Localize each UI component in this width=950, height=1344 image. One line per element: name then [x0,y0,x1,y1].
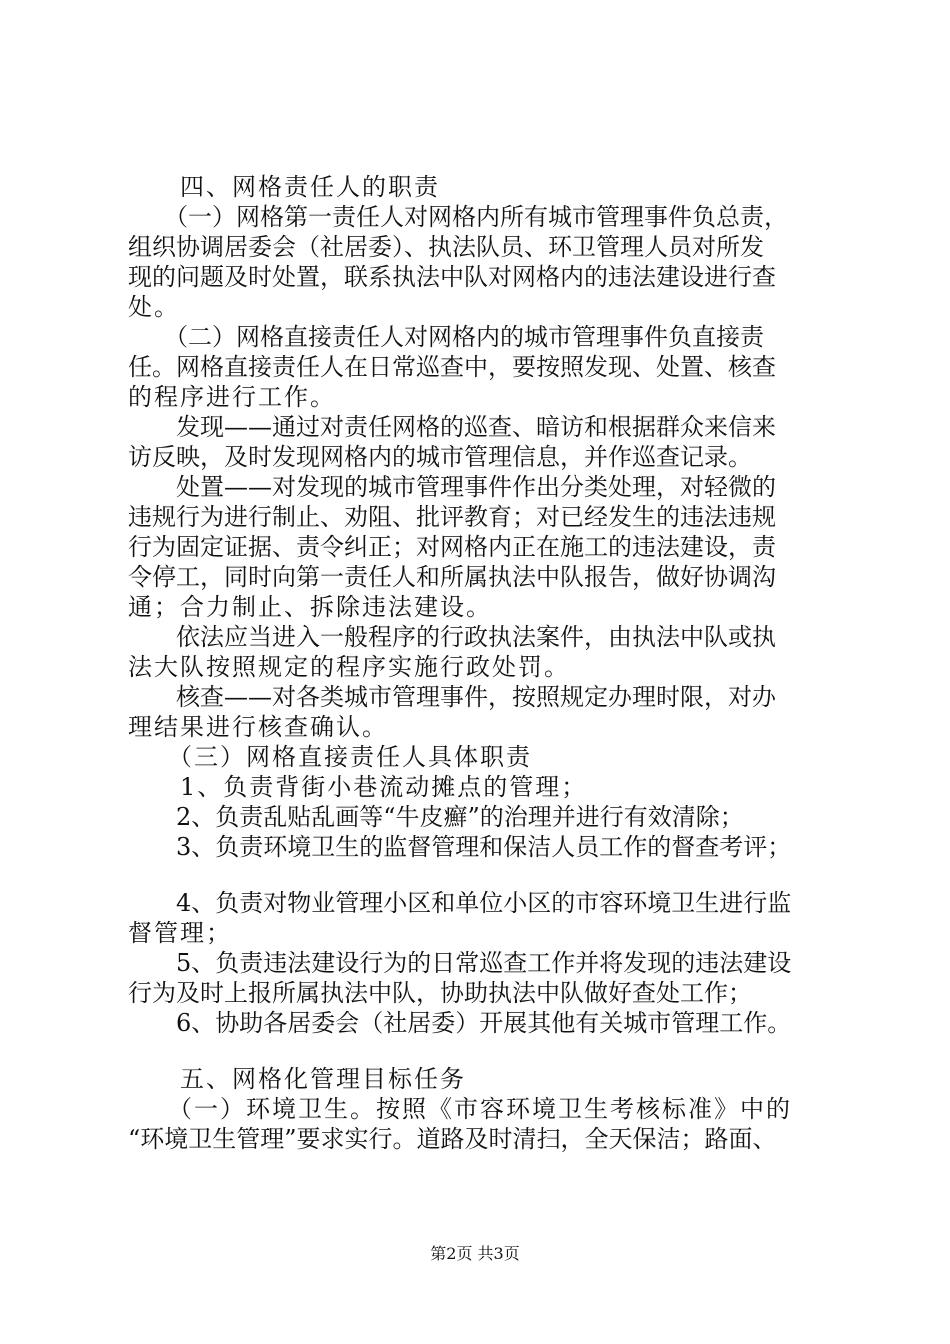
paragraph-block-duties [128,172,838,862]
text-line: 2、负责乱贴乱画等“牛皮癬”的治理并进行有效清除； [128,803,744,831]
text-line: 法大队按照规定的程序实施行政处罚。 [128,653,570,681]
spacer [128,862,838,888]
paragraph-block-duties-cont [128,888,838,1038]
text-line: 组织协调居委会（社居委）、执法队员、环卫管理人员对所发 [128,233,764,261]
text-line: （一）网格第一责任人对网格内所有城市管理事件负总责， [128,203,788,231]
text-line: 现的问题及时处置，联系执法中队对网格内的违法建设进行查 [128,263,776,291]
text-line: 6、协助各居委会（社居委）开展其他有关城市管理工作。 [128,1009,792,1037]
text-line: 令停工，同时向第一责任人和所属执法中队报告，做好协调沟 [128,563,776,591]
text-line: 处置——对发现的城市管理事件作出分类处理，对轻微的 [128,473,776,501]
text-line: 五、网格化管理目标任务 [128,1065,466,1093]
text-line: 行为及时上报所属执法中队，协助执法中队做好查处工作； [128,979,752,1007]
text-line: 处。 [128,293,180,321]
text-line: 通；合力制止、拆除违法建设。 [128,593,492,621]
page-footer: 第2页 共3页 [430,1244,520,1263]
text-line: 1、负责背街小巷流动摊点的管理； [128,773,588,801]
text-line: 四、网格责任人的职责 [128,173,440,201]
text-line: 核查——对各类城市管理事件，按照规定办理时限，对办 [128,683,776,711]
text-line: 访反映，及时发现网格内的城市管理信息，并作巡查记录。 [128,443,752,471]
text-line: 3、负责环境卫生的监督管理和保洁人员工作的督查考评； [128,833,792,861]
text-line: 违规行为进行制止、劝阻、批评教育；对已经发生的违法违规 [128,503,776,531]
text-line: 任。网格直接责任人在日常巡查中，要按照发现、处置、核查 [128,353,776,381]
paragraph-block-targets [128,1064,838,1154]
document-body [128,172,838,1154]
text-line: 依法应当进入一般程序的行政执法案件，由执法中队或执 [128,623,776,651]
text-line: 4、负责对物业管理小区和单位小区的市容环境卫生进行监 [128,889,792,917]
text-line: 督管理； [128,919,232,947]
text-line: （二）网格直接责任人对网格内的城市管理事件负直接责 [128,323,764,351]
text-line: 发现——通过对责任网格的巡查、暗访和根据群众来信来 [128,413,776,441]
text-line: （三）网格直接责任人具体职责 [128,743,532,771]
text-line: “环境卫生管理”要求实行。道路及时清扫，全天保洁；路面、 [128,1125,777,1153]
text-line: 理结果进行核查确认。 [128,713,388,741]
text-line: 的程序进行工作。 [128,383,336,411]
text-line: （一）环境卫生。按照《市容环境卫生考核标准》中的 [128,1095,792,1123]
spacer [128,1038,838,1064]
text-line: 5、负责违法建设行为的日常巡查工作并将发现的违法建设 [128,949,792,977]
text-line: 行为固定证据、责令纠正；对网格内正在施工的违法建设，责 [128,533,776,561]
